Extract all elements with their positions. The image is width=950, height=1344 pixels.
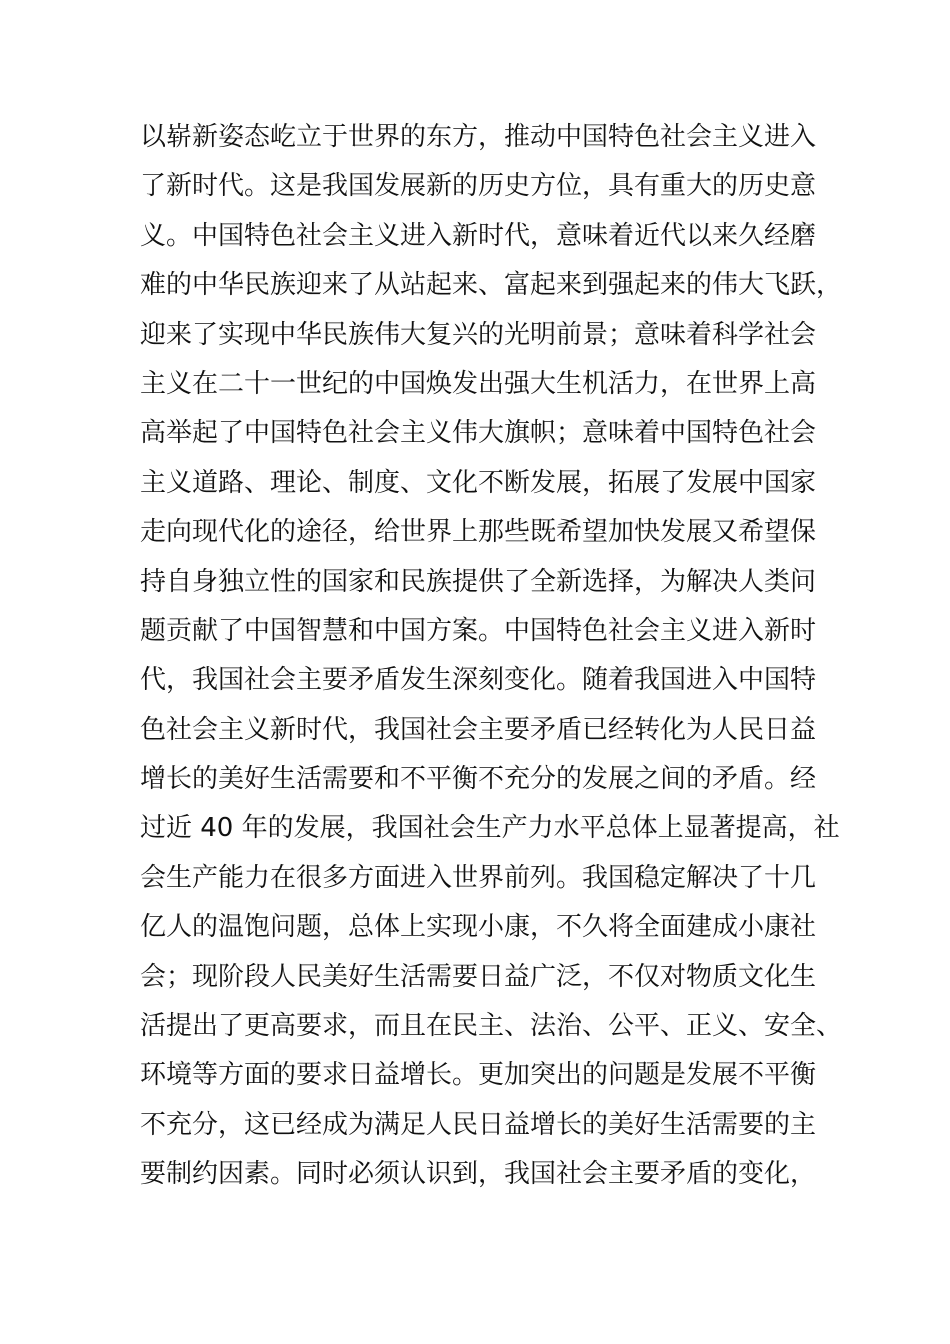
text-line: 主义在二十一世纪的中国焕发出强大生机活力，在世界上高	[140, 368, 817, 399]
text-line: 义。中国特色社会主义进入新时代，意味着近代以来久经磨	[140, 220, 817, 251]
text-line: 要制约因素。同时必须认识到，我国社会主要矛盾的变化，	[140, 1159, 817, 1190]
text-line: 亿人的温饱问题，总体上实现小康，不久将全面建成小康社	[140, 912, 817, 943]
text-line: 代，我国社会主要矛盾发生深刻变化。随着我国进入中国特	[140, 665, 817, 696]
text-line: 增长的美好生活需要和不平衡不充分的发展之间的矛盾。经	[140, 764, 817, 795]
text-line: 迎来了实现中华民族伟大复兴的光明前景；意味着科学社会	[140, 319, 817, 350]
text-line: 会；现阶段人民美好生活需要日益广泛，不仅对物质文化生	[140, 961, 817, 992]
text-line: 难的中华民族迎来了从站起来、富起来到强起来的伟大飞跃，	[140, 270, 843, 301]
text-line: 高举起了中国特色社会主义伟大旗帜；意味着中国特色社会	[140, 418, 817, 449]
text-line: 以崭新姿态屹立于世界的东方，推动中国特色社会主义进入	[140, 122, 817, 152]
text-line: 不充分，这已经成为满足人民日益增长的美好生活需要的主	[140, 1109, 817, 1140]
text-line: 走向现代化的途径，给世界上那些既希望加快发展又希望保	[140, 517, 817, 548]
text-line: 活提出了更高要求，而且在民主、法治、公平、正义、安全、	[140, 1011, 843, 1042]
text-line: 过近 40 年的发展，我国社会生产力水平总体上显著提高，社	[140, 813, 840, 844]
text-line: 环境等方面的要求日益增长。更加突出的问题是发展不平衡	[140, 1060, 817, 1091]
text-line: 会生产能力在很多方面进入世界前列。我国稳定解决了十几	[140, 862, 817, 893]
body-text	[140, 113, 843, 1200]
text-line: 持自身独立性的国家和民族提供了全新选择，为解决人类问	[140, 566, 817, 597]
text-line: 了新时代。这是我国发展新的历史方位，具有重大的历史意	[140, 171, 817, 202]
text-line: 主义道路、理论、制度、文化不断发展，拓展了发展中国家	[140, 467, 817, 498]
text-line: 色社会主义新时代，我国社会主要矛盾已经转化为人民日益	[140, 714, 817, 745]
text-line: 题贡献了中国智慧和中国方案。中国特色社会主义进入新时	[140, 615, 817, 646]
